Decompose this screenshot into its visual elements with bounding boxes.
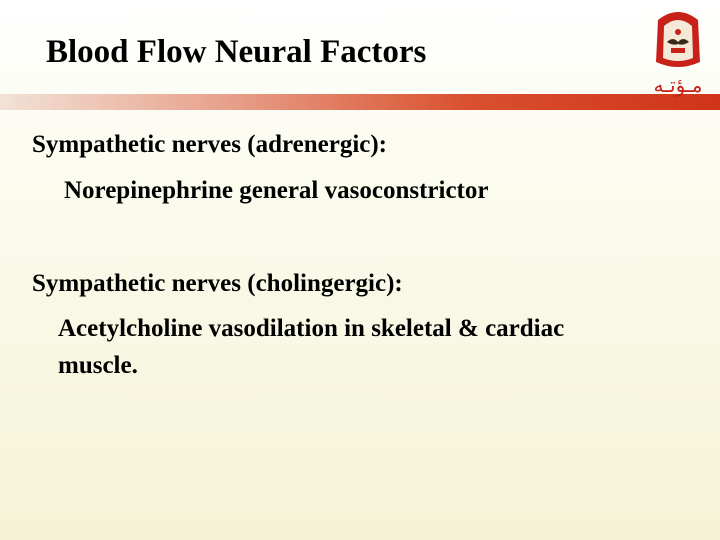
- paragraph-1-heading: Sympathetic nerves (adrenergic):: [32, 131, 388, 158]
- paragraph-2-line-1: Acetylcholine vasodilation in skeletal & cardiac: [58, 315, 565, 342]
- paragraph-2-line-2: muscle.: [58, 352, 138, 379]
- slide-title: Blood Flow Neural Factors: [46, 34, 427, 70]
- paragraph-1-line-1: Norepinephrine general vasoconstrictor: [64, 177, 489, 204]
- logo-arabic-text: مـؤتـه: [653, 73, 703, 97]
- paragraph-2-heading: Sympathetic nerves (cholingergic):: [32, 270, 403, 297]
